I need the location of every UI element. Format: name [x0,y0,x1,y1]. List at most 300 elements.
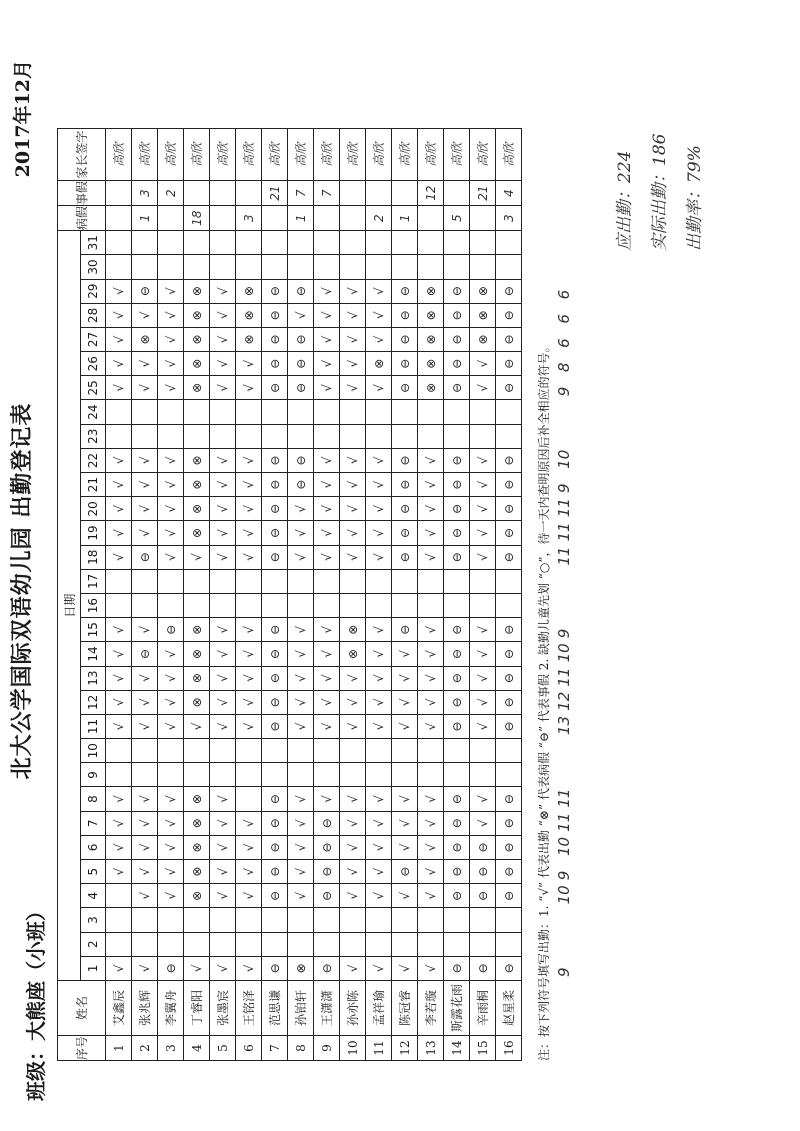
attendance-mark: ⊗ [340,618,366,642]
sick-count [314,206,340,231]
attendance-mark: √ [392,714,418,738]
attendance-mark: ⊖ [262,473,288,497]
attendance-mark [288,908,314,932]
attendance-mark [158,400,184,424]
attendance-mark: ⊖ [392,860,418,884]
seq-cell: 6 [236,1035,262,1060]
attendance-mark [470,569,496,593]
daily-tally: 9 [555,870,573,881]
attendance-mark [106,255,132,279]
attendance-mark [132,593,158,617]
attendance-mark: ⊖ [496,956,522,980]
attendance-mark: √ [132,884,158,908]
attendance-mark: ⊖ [262,279,288,303]
attendance-mark: ⊖ [496,303,522,327]
month-label: 2017年12月 [12,60,34,178]
attendance-mark [314,569,340,593]
attendance-mark [418,763,444,787]
attendance-mark: ⊖ [132,279,158,303]
seq-cell: 15 [470,1035,496,1060]
attendance-mark: √ [470,690,496,714]
attendance-mark [158,424,184,448]
attendance-mark [106,908,132,932]
attendance-mark: √ [132,618,158,642]
attendance-mark: ⊖ [496,860,522,884]
attendance-mark: √ [106,448,132,472]
attendance-mark: ⊖ [314,956,340,980]
attendance-mark [340,593,366,617]
attendance-mark: √ [366,835,392,859]
attendance-mark: √ [418,956,444,980]
attendance-mark: √ [106,714,132,738]
attendance-mark: ⊗ [184,690,210,714]
attendance-mark [262,908,288,932]
day-header: 15 [81,618,106,642]
attendance-mark [262,424,288,448]
daily-tally: 9 [555,628,573,639]
attendance-mark: √ [418,473,444,497]
day-header: 16 [81,593,106,617]
attendance-mark: √ [236,448,262,472]
attendance-mark [340,932,366,956]
attendance-mark: √ [314,352,340,376]
attendance-mark: ⊖ [392,473,418,497]
attendance-mark: ⊖ [314,884,340,908]
attendance-mark: √ [392,666,418,690]
attendance-table [57,128,522,1061]
attendance-mark: √ [340,376,366,400]
attendance-mark: ⊖ [496,327,522,351]
attendance-mark: ⊖ [496,376,522,400]
attendance-mark: ⊖ [262,327,288,351]
attendance-mark: √ [288,666,314,690]
seq-header: 序号 [58,1035,106,1060]
table-row [496,129,522,1061]
attendance-mark: √ [314,666,340,690]
daily-tally: 9 [555,967,573,977]
attendance-mark [210,400,236,424]
attendance-mark [210,593,236,617]
attendance-mark [132,255,158,279]
attendance-mark: ⊖ [496,497,522,521]
attendance-mark [236,255,262,279]
attendance-mark: √ [132,303,158,327]
attendance-mark: ⊖ [262,303,288,327]
attendance-mark: ⊖ [262,352,288,376]
attendance-mark: √ [418,545,444,569]
parent-signature: 高欣 [418,129,444,181]
day-header: 3 [81,908,106,932]
seq-cell: 7 [262,1035,288,1060]
attendance-mark [158,593,184,617]
attendance-mark [392,739,418,763]
attendance-mark [470,231,496,255]
attendance-mark: ⊖ [496,714,522,738]
attendance-mark [366,231,392,255]
attendance-mark [418,255,444,279]
attendance-mark [470,739,496,763]
daily-tally: 11 [555,522,573,542]
attendance-mark [366,739,392,763]
attendance-mark: √ [340,521,366,545]
attendance-mark [340,739,366,763]
day-header: 28 [81,303,106,327]
attendance-mark: ⊗ [236,303,262,327]
attendance-mark: √ [106,835,132,859]
attendance-mark: √ [340,884,366,908]
attendance-mark: √ [392,835,418,859]
attendance-mark: ⊖ [262,618,288,642]
student-name: 斯露花雨 [444,980,470,1035]
student-name: 丁睿阳 [184,980,210,1035]
attendance-mark: √ [210,690,236,714]
attendance-mark: ⊖ [262,860,288,884]
attendance-mark [340,908,366,932]
attendance-mark [392,424,418,448]
attendance-mark: ⊖ [262,690,288,714]
attendance-mark: ⊖ [262,448,288,472]
day-header: 22 [81,448,106,472]
parent-signature: 高欣 [366,129,392,181]
student-name: 孟祥瑜 [366,980,392,1035]
seq-cell: 12 [392,1035,418,1060]
attendance-mark [106,763,132,787]
attendance-mark: √ [418,642,444,666]
attendance-mark: ⊖ [496,642,522,666]
attendance-mark: √ [470,642,496,666]
attendance-mark: √ [236,473,262,497]
daily-tally: 10 [555,643,573,663]
daily-tally: 9 [555,483,573,493]
attendance-mark: ⊖ [262,884,288,908]
attendance-mark: ⊖ [444,714,470,738]
class-label: 班级：大熊座（小班） [24,901,48,1101]
table-row [444,129,470,1061]
student-name: 范思谦 [262,980,288,1035]
attendance-mark: √ [340,448,366,472]
attendance-mark: ⊗ [184,303,210,327]
attendance-mark: √ [470,787,496,811]
attendance-mark [444,400,470,424]
attendance-mark: √ [366,642,392,666]
attendance-mark [392,569,418,593]
attendance-mark [444,231,470,255]
daily-tally: 11 [555,812,573,832]
attendance-mark: √ [236,497,262,521]
day-header: 12 [81,690,106,714]
actual-attend-stat: 实际出勤：186 [650,133,670,251]
attendance-rate-stat: 出勤率：79% [685,145,705,251]
attendance-mark: √ [288,714,314,738]
student-name: 辛雨桐 [470,980,496,1035]
attendance-mark: √ [132,835,158,859]
sick-count: 5 [444,206,470,231]
attendance-mark: ⊖ [444,956,470,980]
attendance-mark: ⊖ [288,327,314,351]
attendance-mark: √ [418,811,444,835]
attendance-mark: √ [210,860,236,884]
attendance-mark: √ [158,666,184,690]
day-header: 5 [81,860,106,884]
day-header: 1 [81,956,106,980]
attendance-mark: ⊖ [158,956,184,980]
personal-count [392,181,418,206]
attendance-mark: √ [288,545,314,569]
attendance-mark [184,593,210,617]
attendance-mark: ⊗ [366,352,392,376]
personal-count: 21 [262,181,288,206]
attendance-mark: ⊖ [496,521,522,545]
attendance-mark [418,424,444,448]
attendance-mark [444,255,470,279]
attendance-mark: √ [184,956,210,980]
attendance-mark: ⊗ [418,303,444,327]
attendance-mark: ⊖ [444,279,470,303]
attendance-mark: ⊖ [288,473,314,497]
attendance-mark: √ [236,835,262,859]
attendance-mark: ⊖ [262,956,288,980]
attendance-mark [288,593,314,617]
attendance-mark: ⊗ [340,642,366,666]
attendance-mark: √ [314,618,340,642]
personal-count [236,181,262,206]
attendance-mark: √ [210,811,236,835]
attendance-mark [392,231,418,255]
attendance-mark: √ [366,327,392,351]
attendance-mark [158,763,184,787]
attendance-mark: ⊗ [184,521,210,545]
seq-cell: 5 [210,1035,236,1060]
student-name: 孙铂轩 [288,980,314,1035]
attendance-mark: √ [210,642,236,666]
attendance-mark: ⊗ [288,956,314,980]
seq-cell: 2 [132,1035,158,1060]
attendance-mark [236,400,262,424]
personal-count: 2 [158,181,184,206]
attendance-mark: ⊗ [184,787,210,811]
attendance-mark: √ [210,835,236,859]
seq-cell: 10 [340,1035,366,1060]
attendance-mark: ⊖ [496,811,522,835]
attendance-mark: √ [366,473,392,497]
attendance-mark: √ [470,352,496,376]
attendance-mark: ⊗ [184,835,210,859]
attendance-mark: √ [158,521,184,545]
attendance-mark [210,424,236,448]
parent-signature: 高欣 [262,129,288,181]
attendance-mark: √ [314,521,340,545]
attendance-mark: √ [158,690,184,714]
seq-cell: 11 [366,1035,392,1060]
attendance-mark: √ [418,521,444,545]
attendance-mark: √ [236,521,262,545]
attendance-mark: ⊖ [444,666,470,690]
personal-count: 7 [288,181,314,206]
attendance-mark: √ [106,666,132,690]
attendance-mark: ⊖ [444,787,470,811]
attendance-mark: ⊗ [418,279,444,303]
attendance-mark: √ [366,376,392,400]
attendance-mark: ⊗ [470,279,496,303]
attendance-mark [106,593,132,617]
attendance-mark: √ [236,714,262,738]
attendance-mark: √ [236,642,262,666]
attendance-mark [392,593,418,617]
attendance-mark: √ [210,545,236,569]
day-header: 2 [81,932,106,956]
attendance-mark [418,569,444,593]
attendance-mark [444,593,470,617]
seq-cell: 16 [496,1035,522,1060]
attendance-mark: √ [314,448,340,472]
day-header-row [81,129,106,1061]
attendance-mark [236,763,262,787]
attendance-mark: √ [340,714,366,738]
parent-signature: 高欣 [470,129,496,181]
day-header: 29 [81,279,106,303]
attendance-mark: √ [132,497,158,521]
daily-tally: 11 [555,498,573,518]
attendance-mark [210,763,236,787]
attendance-mark: ⊖ [392,618,418,642]
attendance-mark: √ [314,497,340,521]
attendance-mark: √ [106,521,132,545]
attendance-mark [314,424,340,448]
attendance-mark: ⊖ [392,545,418,569]
attendance-mark: √ [132,690,158,714]
daily-tally: 6 [555,314,573,324]
attendance-mark: ⊖ [392,376,418,400]
attendance-mark: ⊖ [262,545,288,569]
daily-tally: 10 [555,449,573,469]
attendance-mark: √ [366,666,392,690]
attendance-mark: √ [366,811,392,835]
attendance-mark [262,932,288,956]
student-name: 王铭泽 [236,980,262,1035]
seq-cell: 3 [158,1035,184,1060]
attendance-mark: √ [314,690,340,714]
attendance-mark: √ [366,303,392,327]
attendance-mark: √ [132,714,158,738]
attendance-mark: ⊖ [132,545,158,569]
table-row [184,129,210,1061]
sick-header: 病假 [58,206,106,231]
attendance-mark: √ [236,811,262,835]
sick-count: 1 [392,206,418,231]
attendance-mark [106,424,132,448]
attendance-mark: ⊖ [392,279,418,303]
day-header: 18 [81,545,106,569]
attendance-mark [262,255,288,279]
attendance-mark: √ [418,860,444,884]
attendance-mark [470,763,496,787]
attendance-mark: ⊖ [496,690,522,714]
attendance-mark: √ [210,376,236,400]
day-header: 25 [81,376,106,400]
attendance-mark: √ [470,811,496,835]
attendance-mark [262,569,288,593]
attendance-mark [392,908,418,932]
attendance-mark: √ [106,545,132,569]
attendance-mark [470,908,496,932]
attendance-mark [366,932,392,956]
attendance-mark: √ [288,787,314,811]
sick-count: 18 [184,206,210,231]
attendance-mark [366,400,392,424]
attendance-mark: √ [340,811,366,835]
attendance-mark: ⊖ [444,860,470,884]
attendance-mark: √ [158,642,184,666]
attendance-mark: √ [288,835,314,859]
attendance-mark: ⊖ [444,327,470,351]
attendance-mark: √ [132,666,158,690]
attendance-mark [210,255,236,279]
attendance-mark [392,255,418,279]
attendance-mark: √ [158,787,184,811]
attendance-mark: √ [314,327,340,351]
attendance-mark [288,739,314,763]
table-row [392,129,418,1061]
attendance-mark: √ [236,956,262,980]
attendance-mark: √ [106,303,132,327]
attendance-mark: √ [340,956,366,980]
attendance-mark: ⊖ [392,327,418,351]
attendance-mark: ⊗ [418,352,444,376]
attendance-mark [184,932,210,956]
attendance-mark: ⊖ [444,521,470,545]
attendance-mark: ⊖ [288,279,314,303]
attendance-mark [132,763,158,787]
attendance-mark [418,932,444,956]
student-name: 李翼舟 [158,980,184,1035]
attendance-mark: √ [158,327,184,351]
attendance-mark: √ [210,327,236,351]
attendance-mark [392,763,418,787]
attendance-mark: ⊖ [392,352,418,376]
attendance-mark [132,424,158,448]
attendance-mark [132,400,158,424]
attendance-mark: ⊖ [288,352,314,376]
attendance-mark: ⊖ [444,811,470,835]
attendance-mark: ⊗ [236,327,262,351]
attendance-mark [210,908,236,932]
personal-count [210,181,236,206]
attendance-mark: ⊗ [184,642,210,666]
day-header: 17 [81,569,106,593]
attendance-mark: √ [288,690,314,714]
attendance-mark: ⊖ [288,376,314,400]
parent-signature: 高欣 [392,129,418,181]
attendance-mark: √ [158,714,184,738]
attendance-mark: √ [340,787,366,811]
attendance-mark: √ [366,884,392,908]
attendance-mark: ⊖ [496,835,522,859]
attendance-mark: √ [158,448,184,472]
attendance-mark: √ [210,618,236,642]
attendance-mark [262,739,288,763]
attendance-mark [158,932,184,956]
attendance-mark: √ [210,448,236,472]
attendance-mark [340,763,366,787]
attendance-mark: ⊗ [470,303,496,327]
attendance-mark: √ [418,618,444,642]
attendance-mark: ⊖ [444,448,470,472]
attendance-mark [470,400,496,424]
seq-cell: 4 [184,1035,210,1060]
attendance-mark [132,932,158,956]
attendance-mark [314,908,340,932]
attendance-mark: ⊖ [314,860,340,884]
